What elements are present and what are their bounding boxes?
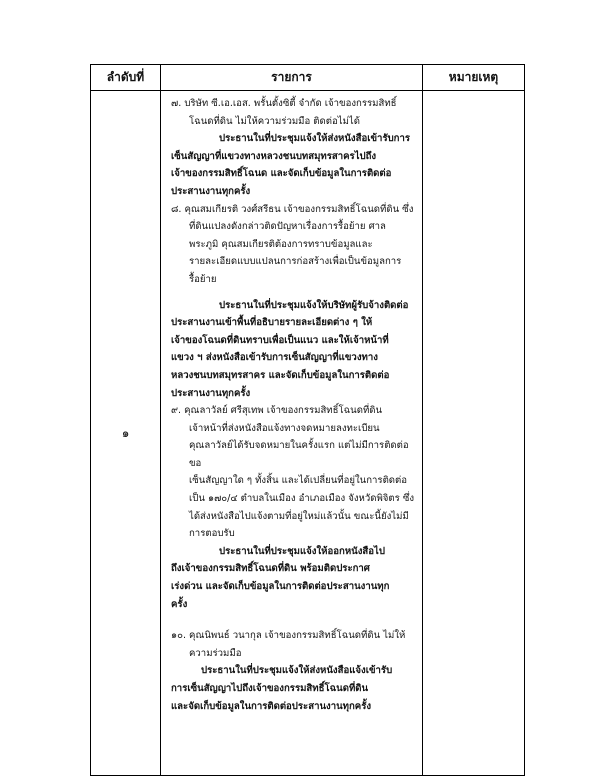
item-line: รายละเอียดแบบแปลนการก่อสร้างเพื่อเป็นข้อมูลการ [189, 256, 402, 268]
column-header-order: ลำดับที่ [91, 65, 161, 91]
item-line: ที่ดินแปลงดังกล่าวติดปัญหาเรื่องการรื้อย้าย ศาล [189, 221, 386, 233]
item-line: โฉนดที่ดิน ไม่ให้ความร่วมมือ ติดต่อไม่ได้ [189, 115, 360, 127]
resolution-line: เจ้าของกรรมสิทธิ์โฉนด และจัดเก็บข้อมูลในการติดต่อ [171, 168, 392, 180]
list-item [171, 402, 416, 613]
item-line: เป็น ๑๗๐/๔ ตำบลในเมือง อำเภอเมือง จังหวัดพิจิตร ซึ่ง [189, 493, 415, 505]
item-line: ความร่วมมือ [189, 647, 242, 659]
resolution-line: เจ้าของโฉนดที่ดินทราบเพื่อเป็นแนว และให้เจ้าหน้าที่ [171, 334, 389, 346]
resolution-line: เร่งด่วน และจัดเก็บข้อมูลในการติดต่อประสานงานทุก [171, 581, 390, 593]
item-line: พระภูมิ คุณสมเกียรติต้องการทราบข้อมูลและ [189, 238, 373, 250]
item-resolution [171, 662, 416, 715]
row-number: ๑ [121, 425, 130, 440]
item-line: ได้ส่งหนังสือไปแจ้งตามที่อยู่ใหม่แล้วนั้น ขณะนี้ยังไม่มี [189, 510, 409, 522]
item-resolution [171, 297, 416, 403]
resolution-line: ประธานในที่ประชุมแจ้งให้ส่งหนังสือเข้ารับการ [219, 133, 411, 145]
item-line: รื้อย้าย [189, 273, 217, 285]
table-row [91, 91, 525, 776]
item-line: คุณลาวัลย์ได้รับจดหมายในครั้งแรก แต่ไม่มีการติดต่อขอ [189, 440, 409, 469]
resolution-line: ถึงเจ้าของกรรมสิทธิ์โฉนดที่ดิน พร้อมติดประกาศ [171, 563, 370, 575]
resolution-line: ประธานในที่ประชุมแจ้งให้บริษัทผู้รับจ้างติดต่อ [219, 299, 409, 311]
resolution-line: และจัดเก็บข้อมูลในการติดต่อประสานงานทุกครั้ง [171, 700, 372, 712]
item-line: เซ็นสัญญาใด ๆ ทั้งสิ้น และได้เปลี่ยนที่อยู่ในการติดต่อ [189, 475, 408, 487]
item-line: ๘. คุณสมเกียรติ วงศ์สรีธน เจ้าของกรรมสิทธิ์โฉนดที่ดิน ซึ่ง [171, 203, 414, 215]
item-line: ๑๐. คุณนิพนธ์ วนากุล เจ้าของกรรมสิทธิ์โฉนดที่ดิน ไม่ให้ [171, 630, 406, 642]
resolution-line: ครั้ง [171, 598, 188, 610]
resolution-line: ประธานในที่ประชุมแจ้งให้ส่งหนังสือแจ้งเข้ารับ [201, 665, 393, 677]
resolution-line: แขวง ฯ ส่งหนังสือเข้ารับการเซ็นสัญญาที่แขวงทาง [171, 352, 378, 364]
list-item [171, 201, 416, 403]
minutes-table [90, 64, 525, 776]
item-line: เจ้าหน้าที่ส่งหนังสือแจ้งทางจดหมายลงทะเบียน [189, 422, 380, 434]
resolution-line: การเซ็นสัญญาไปถึงเจ้าของกรรมสิทธิ์โฉนดที่ดิน [171, 683, 369, 694]
list-item [171, 95, 416, 201]
item-resolution [171, 130, 416, 200]
table-header-row [91, 65, 525, 91]
resolution-line: ประสานงานเข้าพื้นที่อธิบายรายละเอียดต่าง ๆ ให้ [171, 317, 373, 329]
column-header-items: รายการ [161, 65, 423, 91]
resolution-line: ประสานงานทุกครั้ง [171, 185, 251, 197]
resolution-line: เซ็นสัญญาที่แขวงทางหลวงชนบทสมุทรสาครไปถึง [171, 150, 377, 162]
column-header-remarks: หมายเหตุ [423, 65, 525, 91]
item-line: ๙. คุณลาวัลย์ ศรีสุเทพ เจ้าของกรรมสิทธิ์โฉนดที่ดิน [171, 405, 383, 417]
item-resolution [171, 543, 416, 613]
item-line: การตอบรับ [189, 528, 235, 540]
remarks-cell [423, 91, 525, 776]
items-cell [161, 91, 423, 776]
resolution-line: หลวงชนบทสมุทรสาคร และจัดเก็บข้อมูลในการติดต่อ [171, 369, 390, 381]
list-item [171, 627, 416, 715]
resolution-line: ประธานในที่ประชุมแจ้งให้ออกหนังสือไป [219, 545, 385, 557]
item-line: ๗. บริษัท ซี.เอ.เอส. พรั้นตั้งซิตี้ จำกัด เจ้าของกรรมสิทธิ์ [171, 98, 397, 109]
resolution-line: ประสานงานทุกครั้ง [171, 387, 251, 399]
row-number-cell [91, 91, 161, 776]
